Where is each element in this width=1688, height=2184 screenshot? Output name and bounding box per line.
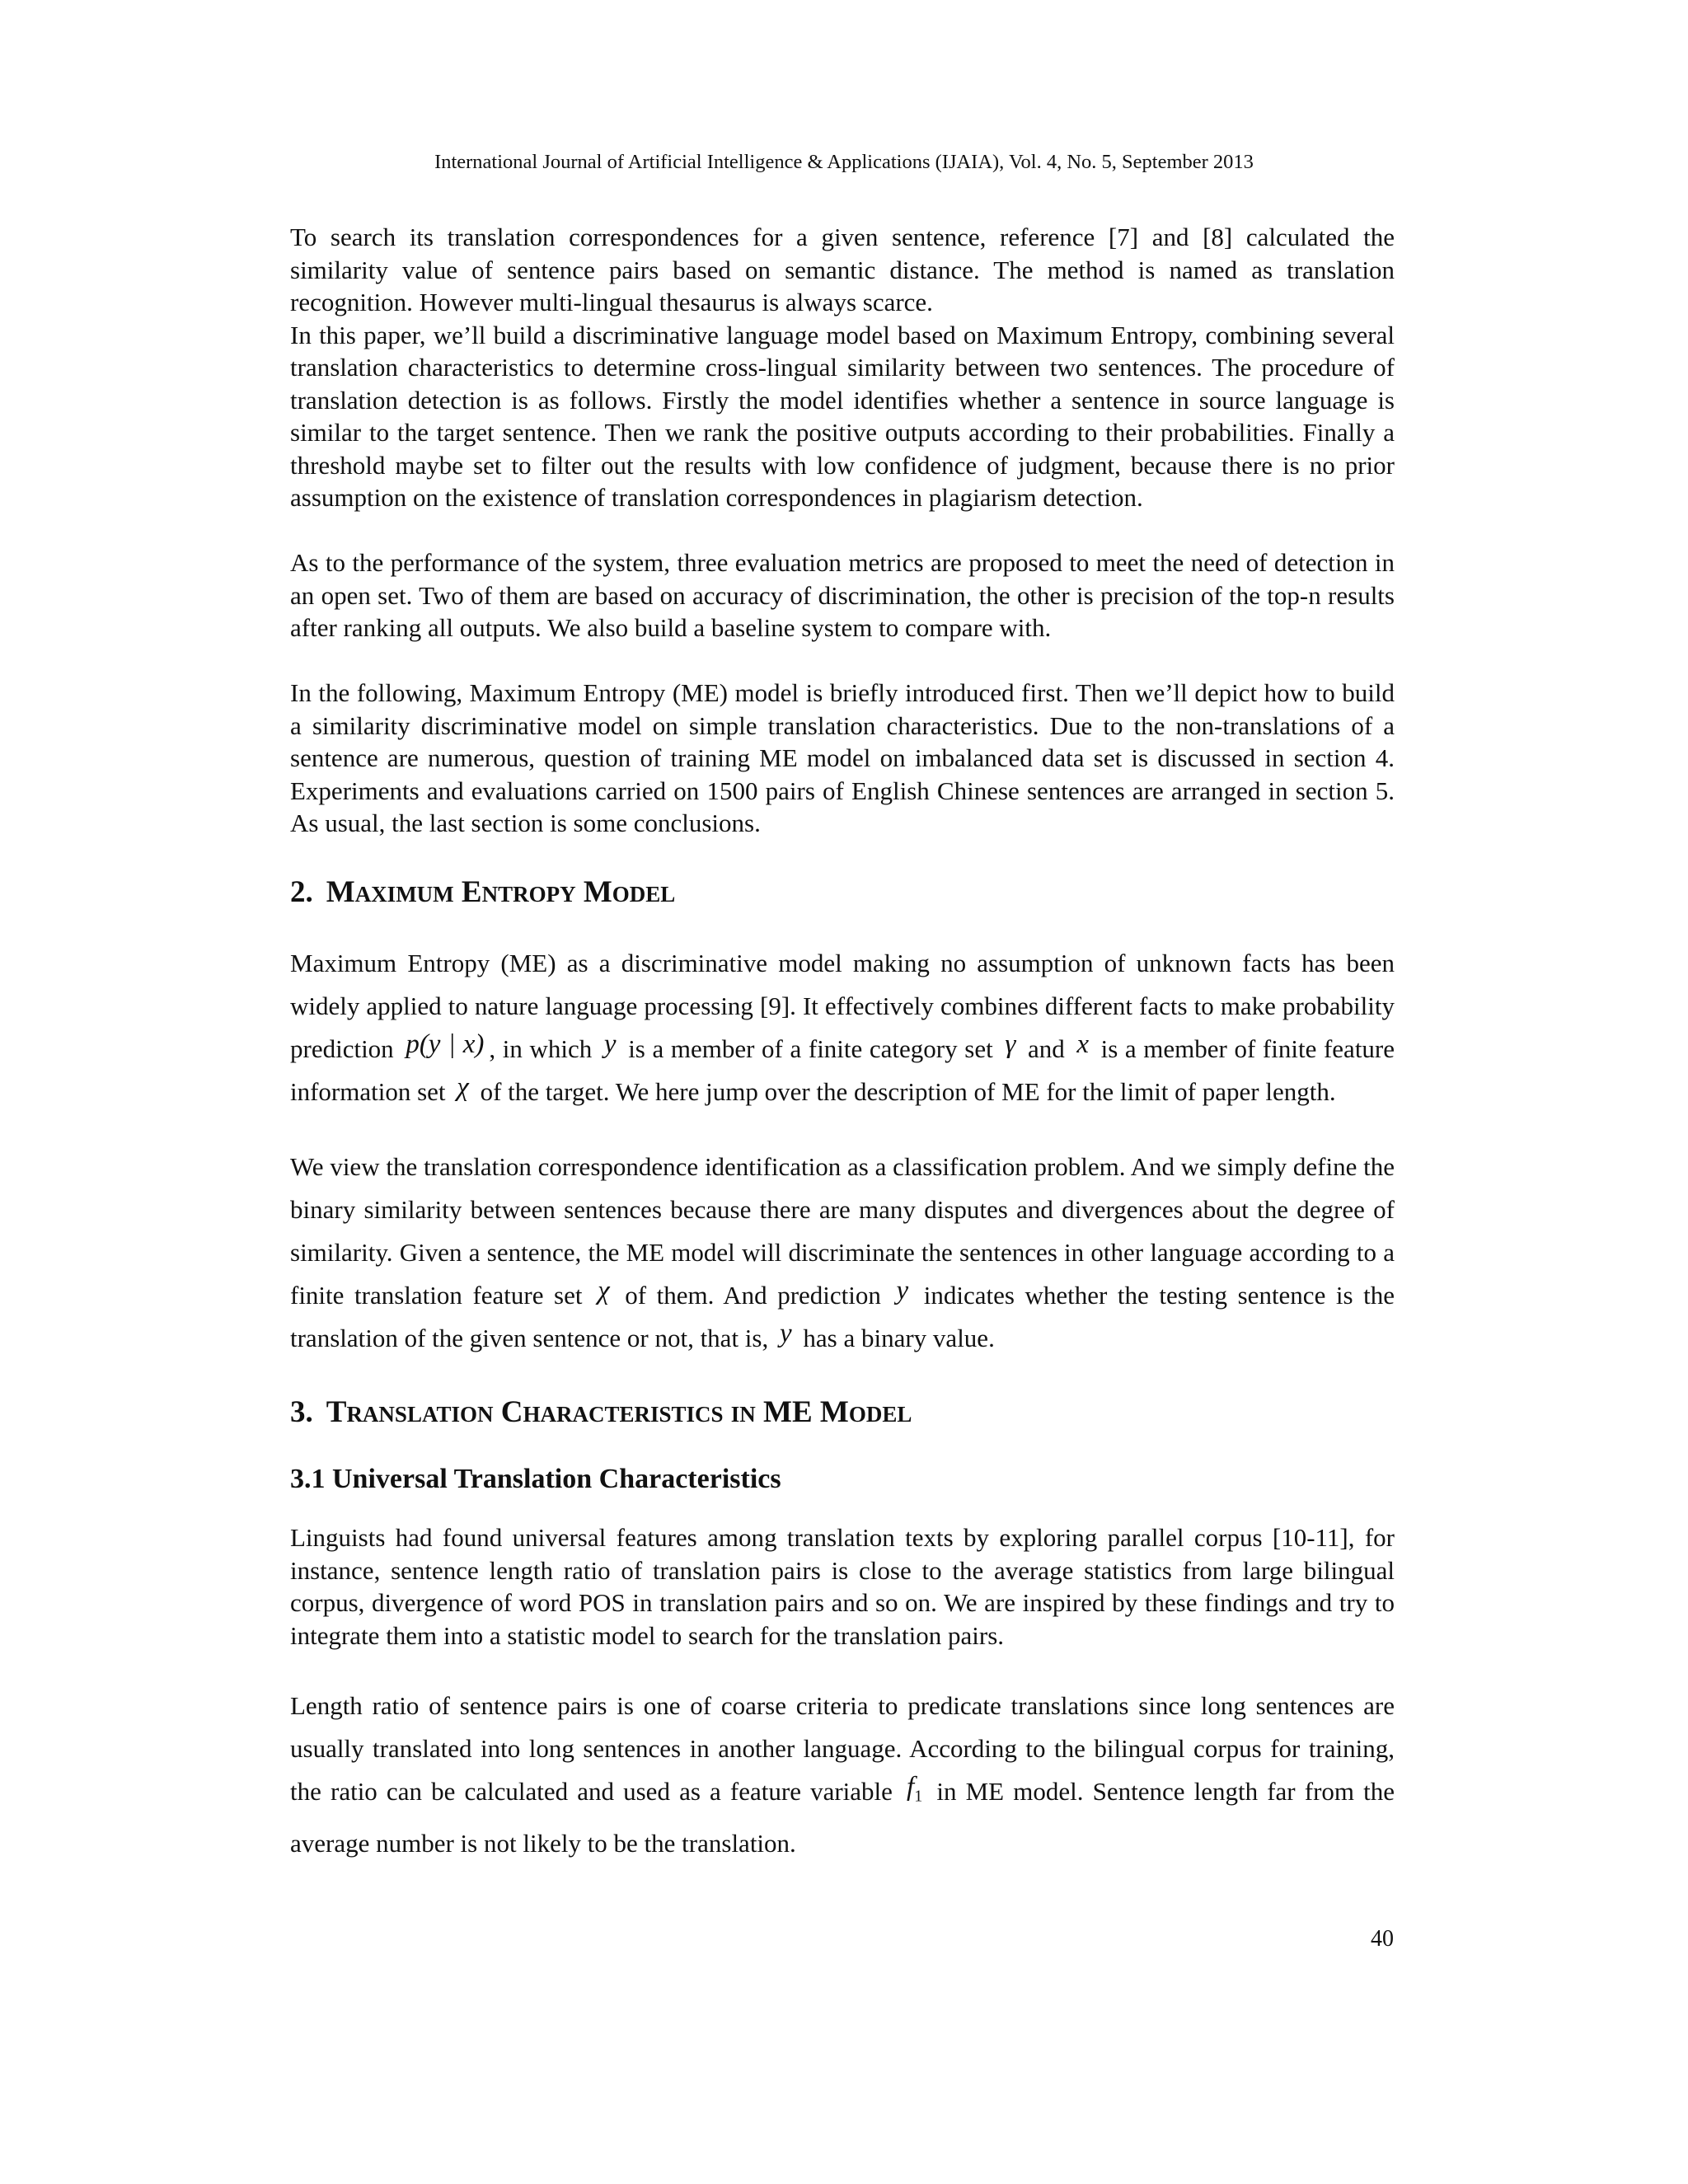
math-p-y-given-x: p(y | x): [406, 1029, 485, 1059]
section-3-paragraph-2: Length ratio of sentence pairs is one of coarse criteria to predicate translations since long sentences are usually translated into long sentences in another language. According to the bilingual corpus for training, the ratio can be calculated and used as a feature variable $f_1$ in ME model. Sentence length far from the average number is not likely to be the translation.: [290, 1690, 1395, 1858]
intro-paragraph-2: In this paper, we’ll build a discriminative language model based on Maximum Entropy, combining several translation characteristics to determine cross-lingual similarity between two sentences. The procedure of translation detection is as follows. Firstly the model identifies whether a sentence in source language is similar to the target sentence. Then we rank the positive outputs according to their probabilities. Finally a threshold maybe set to filter out the results with low confidence of judgment, because there is no prior assumption on the existence of translation correspondences in plagiarism detection.: [290, 320, 1395, 512]
math-chi: χ: [457, 1071, 469, 1102]
math-chi: χ: [598, 1276, 610, 1305]
math-f1: $f_1$: [907, 1771, 923, 1806]
section-2-heading: 2. MAXIMUM ENTROPY MODEL: [290, 874, 676, 909]
section-2-paragraph-1: Maximum Entropy (ME) as a discriminative model making no assumption of unknown facts has been widely applied to nature language processing [9]. It effectively combines different facts to make probability prediction p(y | x) , in which y is a member of a finite category set γ and x is a member of finite feature information set χ of the target. We here jump over the description of ME for the limit of paper length.: [290, 948, 1395, 1106]
math-y: y: [603, 1029, 617, 1059]
section-number: 3.: [290, 1395, 313, 1429]
page-number: 40: [1371, 1926, 1394, 1952]
math-y: y: [896, 1276, 909, 1305]
section-3-paragraph-1: Linguists had found universal features among translation texts by exploring parallel corpus [10-11], for instance, sentence length ratio of translation pairs is close to the average statistics from large bilingual corpus, divergence of word POS in translation pairs and so on. We are inspired by these findings and try to integrate them into a statistic model to search for the translation pairs.: [290, 1523, 1395, 1650]
body-text: [290, 221, 1395, 1865]
section-2-paragraph-2: We view the translation correspondence identification as a classification problem. And we simply define the binary similarity between sentences because there are many disputes and divergences about the degree of similarity. Given a sentence, the ME model will discriminate the sentences in other language according to a finite translation feature set χ of them. And prediction y indicates whether the testing sentence is the translation of the given sentence or not, that is, y has a binary value.: [290, 1152, 1395, 1352]
intro-paragraph-3: As to the performance of the system, three evaluation metrics are proposed to meet the need of detection in an open set. Two of them are based on accuracy of discrimination, the other is precision of the top-n results after ranking all outputs. We also build a baseline system to compare with.: [290, 548, 1395, 642]
math-y: y: [780, 1319, 792, 1348]
intro-paragraph-4: In the following, Maximum Entropy (ME) model is briefly introduced first. Then we’ll depict how to build a similarity discriminative model on simple translation characteristics. Due to the non-translations of a sentence are numerous, question of training ME model on imbalanced data set is discussed in section 4. Experiments and evaluations carried on 1500 pairs of English Chinese sentences are arranged in section 5. As usual, the last section is some conclusions.: [290, 678, 1395, 837]
math-gamma: γ: [1005, 1029, 1016, 1059]
subsection-3-1-heading: 3.1 Universal Translation Characteristics: [290, 1464, 781, 1494]
math-x: x: [1076, 1029, 1089, 1059]
running-header: International Journal of Artificial Intelligence & Applications (IJAIA), Vol. 4, No. 5, September 2013: [434, 151, 1254, 173]
intro-paragraph-1: To search its translation correspondences for a given sentence, reference [7] and [8] calculated the similarity value of sentence pairs based on semantic distance. The method is named as translation recognition. However multi-lingual thesaurus is always scarce.: [290, 223, 1395, 316]
section-number: 2.: [290, 874, 313, 909]
section-3-heading: 3. TRANSLATION CHARACTERISTICS IN ME MODEL: [290, 1395, 912, 1429]
